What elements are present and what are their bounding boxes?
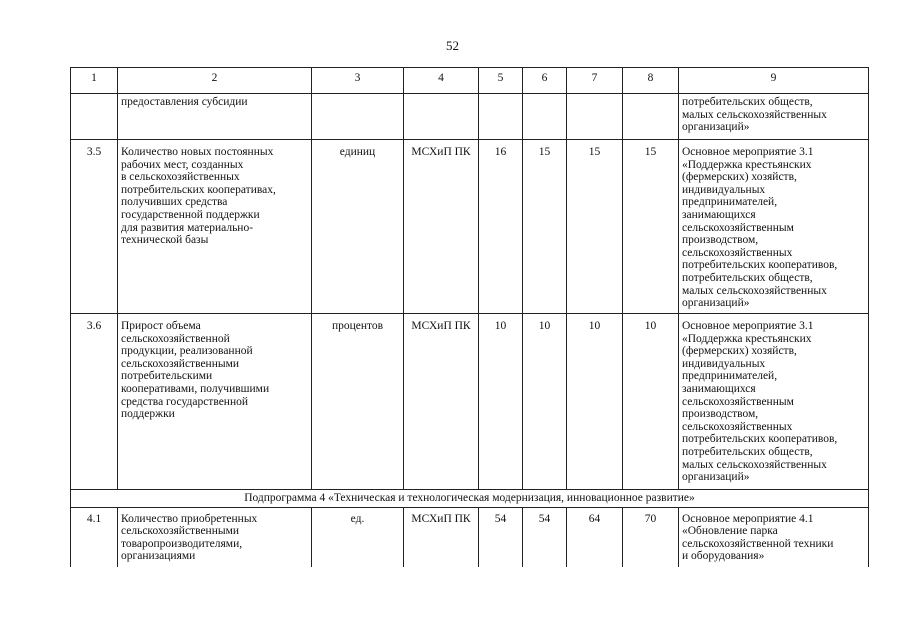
indicator-name: Прирост объема сельскохозяйственной продукции, реализованной сельскохозяйственными потребительскими кооперативами, получившими средства государственной поддержки [118, 314, 312, 490]
header-cell: 6 [523, 68, 567, 94]
table-row [71, 507, 869, 567]
value-cell [567, 94, 623, 140]
table-row [71, 94, 869, 140]
subprogram-title: Подпрограмма 4 «Техническая и технологическая модернизация, инновационное развитие» [71, 490, 869, 508]
value-cell [523, 94, 567, 140]
value-cell: 10 [567, 314, 623, 490]
event-cell: Основное мероприятие 3.1 «Поддержка крестьянских (фермерских) хозяйств, индивидуальных предпринимателей, занимающихся сельскохозяйственным производством, сельскохозяйственных потребительских кооперативов, потребительских обществ, малых сельскохозяйственных организаций» [679, 314, 869, 490]
value-cell: 54 [523, 507, 567, 567]
value-cell: 10 [523, 314, 567, 490]
table-row [71, 140, 869, 314]
header-cell: 2 [118, 68, 312, 94]
unit-cell: ед. [312, 507, 404, 567]
row-id: 4.1 [71, 507, 118, 567]
org-cell: МСХиП ПК [404, 314, 479, 490]
indicator-name: предоставления субсидии [118, 94, 312, 140]
org-cell: МСХиП ПК [404, 140, 479, 314]
header-cell: 5 [479, 68, 523, 94]
header-cell: 3 [312, 68, 404, 94]
table-header-row [71, 68, 869, 94]
value-cell: 64 [567, 507, 623, 567]
indicator-name: Количество новых постоянных рабочих мест, созданных в сельскохозяйственных потребительских кооперативах, получивших средства государственной поддержки для развития материально- технической базы [118, 140, 312, 314]
header-cell: 9 [679, 68, 869, 94]
indicator-name: Количество приобретенных сельскохозяйственными товаропроизводителями, организациями [118, 507, 312, 567]
row-id: 3.5 [71, 140, 118, 314]
org-cell: МСХиП ПК [404, 507, 479, 567]
header-cell: 1 [71, 68, 118, 94]
value-cell [479, 94, 523, 140]
row-id: 3.6 [71, 314, 118, 490]
subprogram-row [71, 490, 869, 508]
value-cell [623, 94, 679, 140]
event-cell: потребительских обществ, малых сельскохозяйственных организаций» [679, 94, 869, 140]
header-cell: 7 [567, 68, 623, 94]
unit-cell: единиц [312, 140, 404, 314]
event-cell: Основное мероприятие 3.1 «Поддержка крестьянских (фермерских) хозяйств, индивидуальных предпринимателей, занимающихся сельскохозяйственным производством, сельскохозяйственных потребительских кооперативов, потребительских обществ, малых сельскохозяйственных организаций» [679, 140, 869, 314]
value-cell: 16 [479, 140, 523, 314]
value-cell: 15 [523, 140, 567, 314]
value-cell: 54 [479, 507, 523, 567]
value-cell: 15 [623, 140, 679, 314]
header-cell: 4 [404, 68, 479, 94]
header-cell: 8 [623, 68, 679, 94]
value-cell: 10 [479, 314, 523, 490]
value-cell: 10 [623, 314, 679, 490]
value-cell: 15 [567, 140, 623, 314]
unit-cell [312, 94, 404, 140]
page-number: 52 [446, 38, 459, 53]
indicators-table [70, 67, 869, 567]
event-cell: Основное мероприятие 4.1 «Обновление парка сельскохозяйственной техники и оборудования» [679, 507, 869, 567]
table-row [71, 314, 869, 490]
org-cell [404, 94, 479, 140]
row-id [71, 94, 118, 140]
value-cell: 70 [623, 507, 679, 567]
unit-cell: процентов [312, 314, 404, 490]
